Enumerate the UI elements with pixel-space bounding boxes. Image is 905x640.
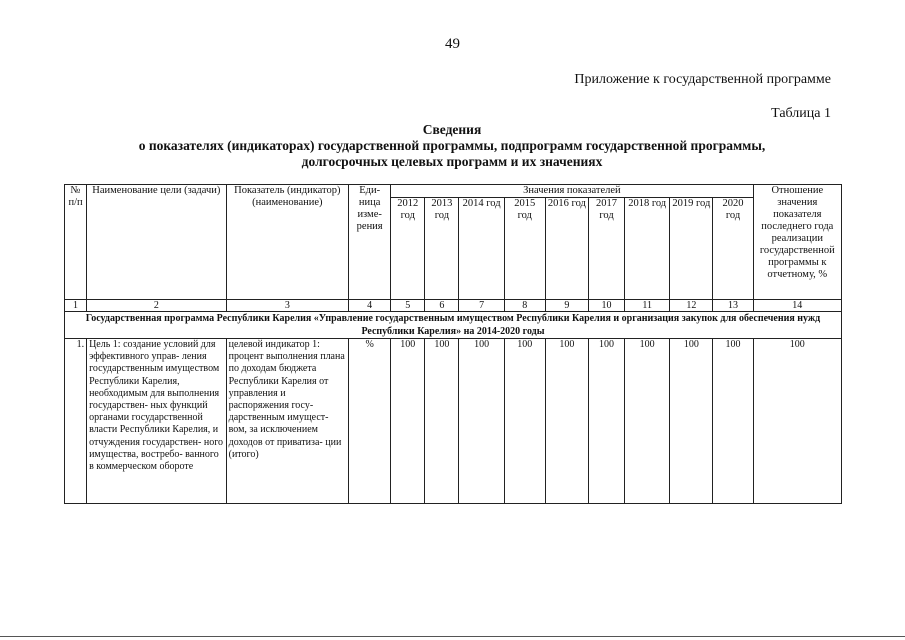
header-num: № п/п <box>65 185 87 300</box>
column-number-row <box>65 300 842 312</box>
column-number: 1 <box>65 300 87 312</box>
header-year: 2017 год <box>588 198 624 300</box>
bottom-scan-edge <box>0 636 905 637</box>
row-value: 100 <box>459 339 504 504</box>
indicators-table <box>64 184 842 504</box>
column-number: 11 <box>625 300 670 312</box>
header-year: 2020 год <box>713 198 753 300</box>
row-goal: Цель 1: создание условий для эффективного управ- ления государственным имуществом Республики Карелия, необходимым для выполнения государствен- ных функций органами государственной власти Республики Карелия, и отчуждения государствен- ного имущества, востребо- ванного в коммерческом обороте <box>87 339 227 504</box>
row-value: 100 <box>425 339 459 504</box>
row-indicator: целевой индикатор 1: процент выполнения плана по доходам бюджета Республики Карелия от управления и распоряжения госу- дарственным имущест- вом, за исключением доходов от приватиза- ции (итого) <box>226 339 348 504</box>
row-value: 100 <box>391 339 425 504</box>
header-year: 2015 год <box>504 198 545 300</box>
row-value: 100 <box>713 339 753 504</box>
header-year: 2012 год <box>391 198 425 300</box>
row-value: 100 <box>625 339 670 504</box>
row-value: 100 <box>545 339 588 504</box>
column-number: 6 <box>425 300 459 312</box>
column-number: 5 <box>391 300 425 312</box>
header-year: 2013 год <box>425 198 459 300</box>
title-line-1: Сведения <box>422 122 482 137</box>
program-title-row <box>65 312 842 339</box>
page-number: 49 <box>445 36 460 52</box>
column-number: 12 <box>670 300 713 312</box>
column-number: 10 <box>588 300 624 312</box>
column-number: 9 <box>545 300 588 312</box>
header-ratio: Отношение значения показателя последнего года реализации государственной программы к отчетному, % <box>753 185 841 300</box>
row-value: 100 <box>670 339 713 504</box>
column-number: 2 <box>87 300 227 312</box>
header-row-1 <box>65 185 842 198</box>
header-year: 2018 год <box>625 198 670 300</box>
column-number: 3 <box>226 300 348 312</box>
appendix-caption: Приложение к государственной программе <box>574 72 831 87</box>
column-number: 13 <box>713 300 753 312</box>
table-row <box>65 339 842 504</box>
table-label: Таблица 1 <box>771 106 831 121</box>
row-unit: % <box>349 339 391 504</box>
column-number: 8 <box>504 300 545 312</box>
header-indicator: Показатель (индикатор) (наименование) <box>226 185 348 300</box>
header-year: 2014 год <box>459 198 504 300</box>
column-number: 7 <box>459 300 504 312</box>
header-year: 2019 год <box>670 198 713 300</box>
row-value: 100 <box>504 339 545 504</box>
column-number: 4 <box>349 300 391 312</box>
header-goal: Наименование цели (задачи) <box>87 185 227 300</box>
column-number: 14 <box>753 300 841 312</box>
document-title <box>66 122 838 170</box>
row-number: 1. <box>65 339 87 504</box>
row-ratio: 100 <box>753 339 841 504</box>
title-line-2: о показателях (индикаторах) государственной программы, подпрограмм государственной программы, <box>138 138 766 153</box>
header-values-group: Значения показателей <box>391 185 753 198</box>
program-title: Государственная программа Республики Карелия «Управление государственным имуществом Республики Карелия и организация закупок для обеспечения нужд Республики Карелия» на 2014-2020 годы <box>65 312 842 339</box>
header-unit: Еди- ница изме- рения <box>349 185 391 300</box>
row-value: 100 <box>588 339 624 504</box>
header-year: 2016 год <box>545 198 588 300</box>
title-line-3: долгосрочных целевых программ и их значениях <box>301 154 603 169</box>
